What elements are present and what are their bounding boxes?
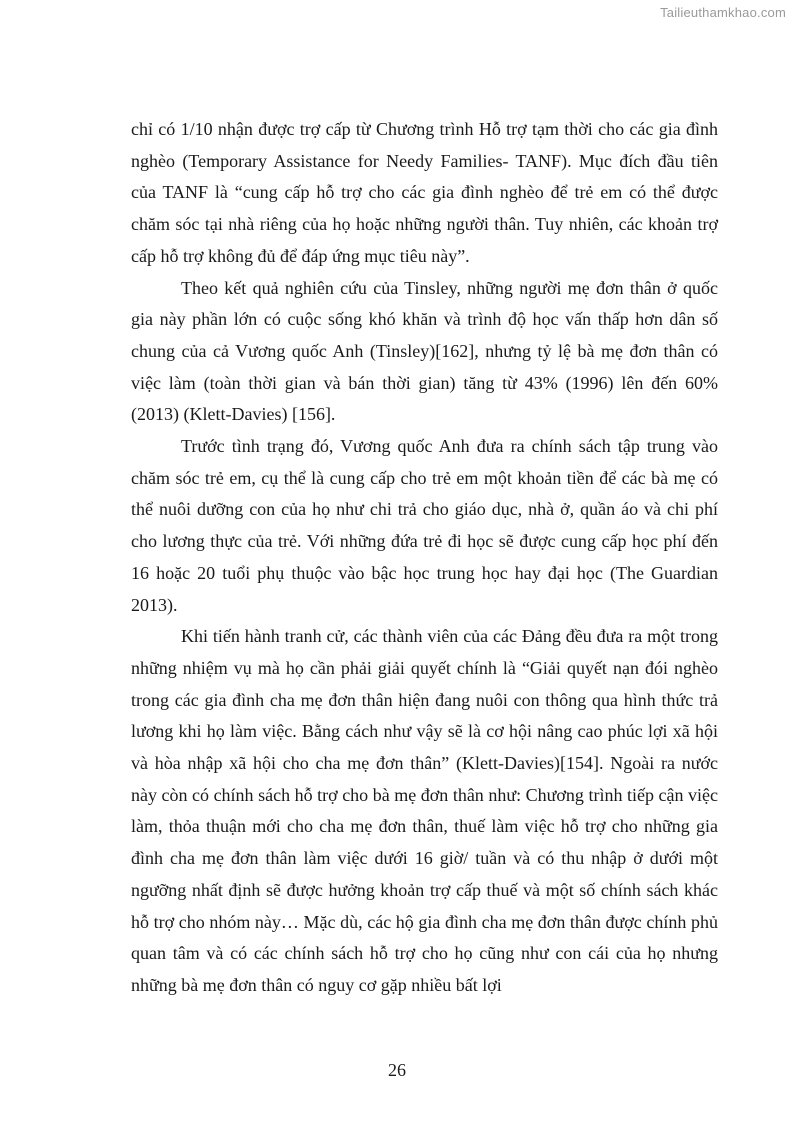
paragraph-4: Khi tiến hành tranh cử, các thành viên của các Đảng đều đưa ra một trong những nhiệm vụ mà họ cần phải giải quyết chính là “Giải quyết nạn đói nghèo trong các gia đình cha mẹ đơn thân hiện đang nuôi con thông qua hình thức trả lương khi họ làm việc. Bằng cách như vậy sẽ là cơ hội nâng cao phúc lợi xã hội và hòa nhập xã hội cho cha mẹ đơn thân” (Klett-Davies)[154]. Ngoài ra nước này còn có chính sách hỗ trợ cho bà mẹ đơn thân như: Chương trình tiếp cận việc làm, thỏa thuận mới cho cha mẹ đơn thân, thuế làm việc hỗ trợ cho những gia đình cha mẹ đơn thân làm việc dưới 16 giờ/ tuần và có thu nhập ở dưới một ngưỡng nhất định sẽ được hưởng khoản trợ cấp thuế và một số chính sách khác hỗ trợ cho nhóm này… Mặc dù, các hộ gia đình cha mẹ đơn thân được chính phủ quan tâm và có các chính sách hỗ trợ cho họ cũng như con cái của họ nhưng những bà mẹ đơn thân có nguy cơ gặp nhiều bất lợi [131, 626, 718, 995]
paragraph-1: chỉ có 1/10 nhận được trợ cấp từ Chương trình Hỗ trợ tạm thời cho các gia đình nghèo (Temporary Assistance for Needy Families- TANF). Mục đích đầu tiên của TANF là “cung cấp hỗ trợ cho các gia đình nghèo để trẻ em có thể được chăm sóc tại nhà riêng của họ hoặc những người thân. Tuy nhiên, các khoản trợ cấp hỗ trợ không đủ để đáp ứng mục tiêu này”. [131, 119, 718, 266]
watermark-text: Tailieuthamkhao.com [660, 5, 786, 20]
document-body [131, 114, 718, 1002]
paragraph-2: Theo kết quả nghiên cứu của Tinsley, những người mẹ đơn thân ở quốc gia này phần lớn có cuộc sống khó khăn và trình độ học vấn thấp hơn dân số chung của cả Vương quốc Anh (Tinsley)[162], nhưng tỷ lệ bà mẹ đơn thân có việc làm (toàn thời gian và bán thời gian) tăng từ 43% (1996) lên đến 60% (2013) (Klett-Davies) [156]. [131, 277, 718, 425]
paragraph-3: Trước tình trạng đó, Vương quốc Anh đưa ra chính sách tập trung vào chăm sóc trẻ em, cụ thể là cung cấp cho trẻ em một khoản tiền để các bà mẹ có thể nuôi dưỡng con của họ như chi trả cho giáo dục, nhà ở, quần áo và chi phí cho lương thực của trẻ. Với những đứa trẻ đi học sẽ được cung cấp học phí đến 16 hoặc 20 tuổi phụ thuộc vào bậc học trung học hay đại học (The Guardian 2013). [131, 436, 718, 615]
page-number: 26 [388, 1060, 406, 1080]
